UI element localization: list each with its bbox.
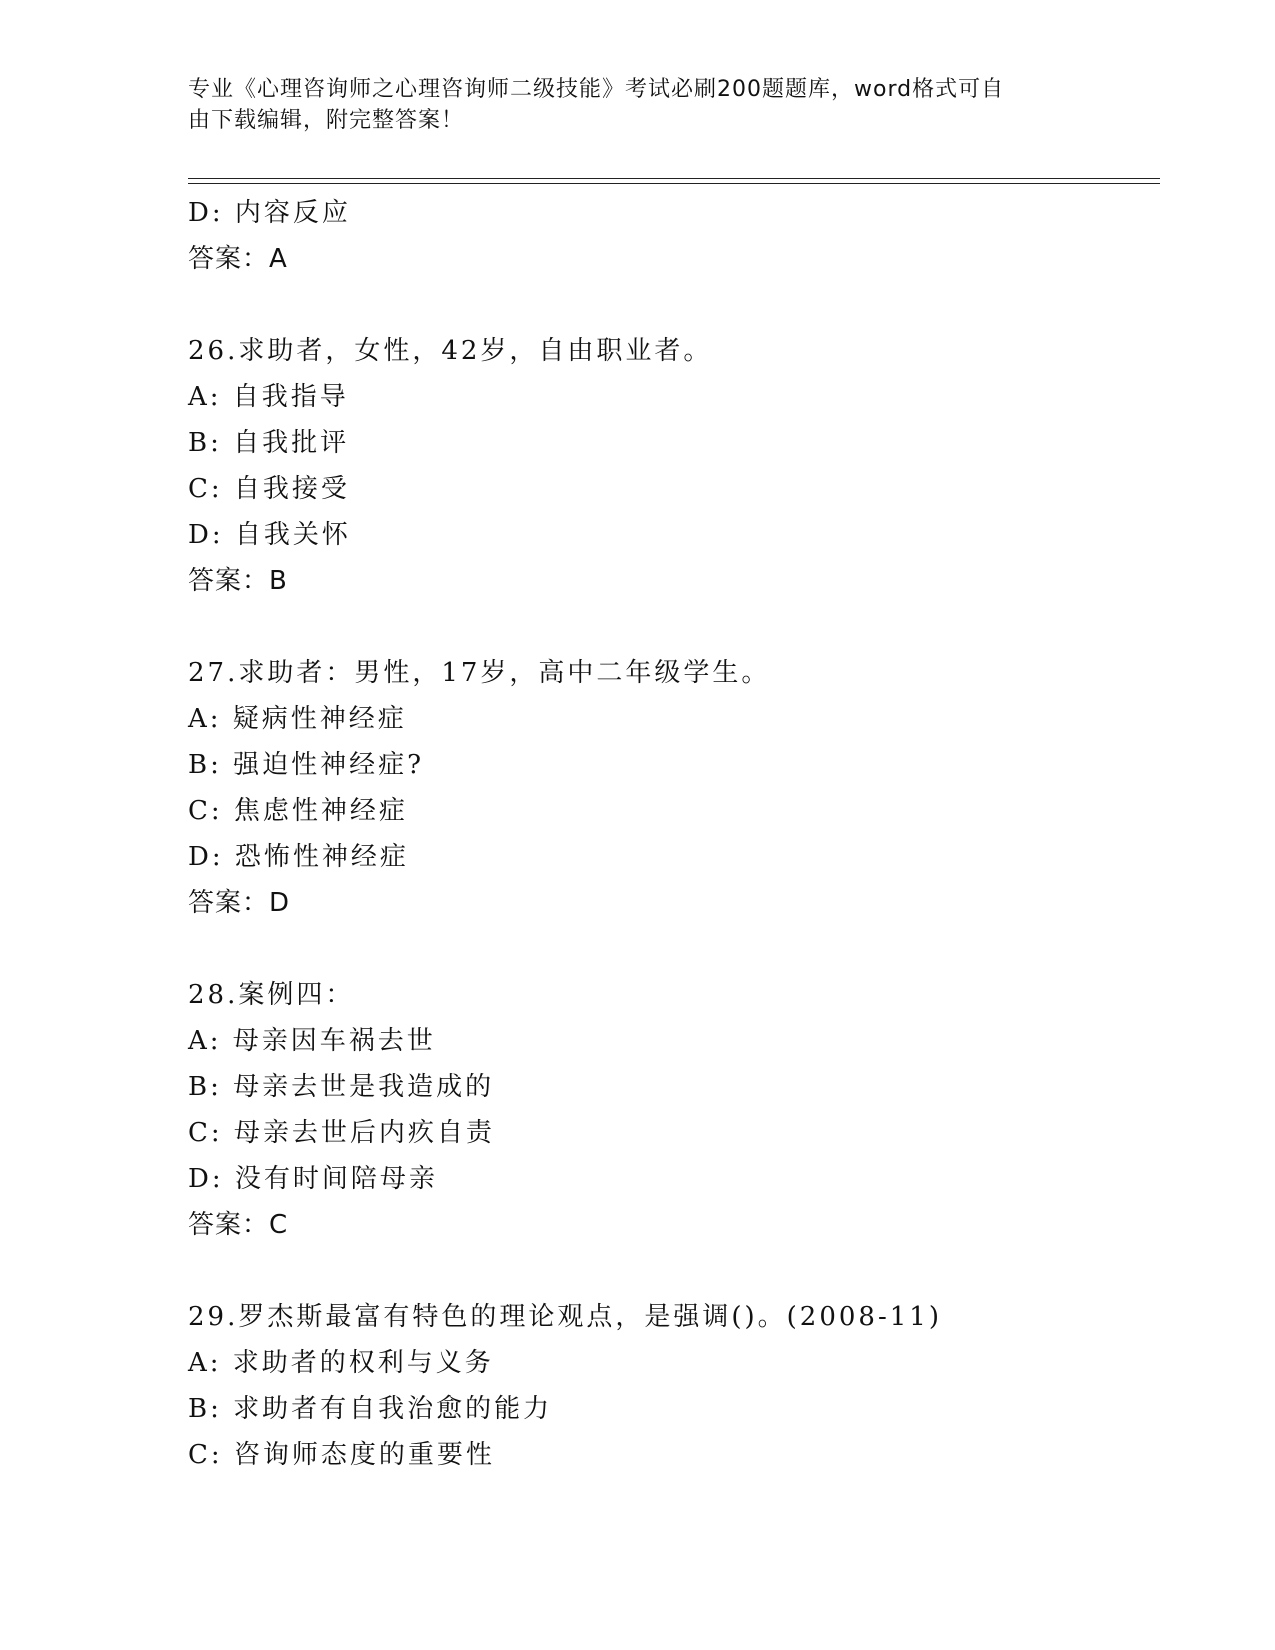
option-d: D: 内容反应: [188, 198, 351, 228]
header-line-1: 专业《心理咨询师之心理咨询师二级技能》考试必刷200题题库，word格式可自: [188, 77, 1005, 102]
option-b: B: 自我批评: [188, 428, 350, 458]
option-c: C: 咨询师态度的重要性: [188, 1440, 495, 1470]
answer-line: 答案：B: [188, 566, 288, 596]
option-a: A: 求助者的权利与义务: [188, 1348, 494, 1378]
option-a: A: 自我指导: [188, 382, 349, 412]
option-a: A: 母亲因车祸去世: [188, 1026, 436, 1056]
answer-line: 答案：A: [188, 244, 288, 274]
option-b: B: 母亲去世是我造成的: [188, 1072, 495, 1102]
question-29: [188, 1294, 1168, 1478]
spacer: [188, 604, 1168, 650]
question-stem: 26.求助者，女性，42岁，自由职业者。: [188, 336, 713, 366]
option-d: D: 自我关怀: [188, 520, 351, 550]
spacer: [188, 1248, 1168, 1294]
header-rule-bottom: [188, 183, 1160, 184]
header-rule-top: [188, 178, 1160, 179]
question-26: [188, 328, 1168, 604]
option-c: C: 自我接受: [188, 474, 350, 504]
option-c: C: 焦虑性神经症: [188, 796, 408, 826]
header-line-2: 由下载编辑，附完整答案！: [188, 108, 465, 133]
question-stem: 27.求助者：男性，17岁，高中二年级学生。: [188, 658, 771, 688]
question-stem: 29.罗杰斯最富有特色的理论观点，是强调()。(2008-11): [188, 1302, 942, 1332]
spacer: [188, 926, 1168, 972]
option-d: D: 没有时间陪母亲: [188, 1164, 438, 1194]
question-28: [188, 972, 1168, 1248]
document-header: [188, 74, 1088, 136]
option-d: D: 恐怖性神经症: [188, 842, 409, 872]
option-b: B: 强迫性神经症?: [188, 750, 425, 780]
question-27: [188, 650, 1168, 926]
question-stem: 28.案例四：: [188, 980, 355, 1010]
question-list: [188, 190, 1168, 1478]
answer-line: 答案：D: [188, 888, 291, 918]
answer-line: 答案：C: [188, 1210, 289, 1240]
spacer: [188, 282, 1168, 328]
option-c: C: 母亲去世后内疚自责: [188, 1118, 495, 1148]
option-a: A: 疑病性神经症: [188, 704, 407, 734]
option-b: B: 求助者有自我治愈的能力: [188, 1394, 553, 1424]
